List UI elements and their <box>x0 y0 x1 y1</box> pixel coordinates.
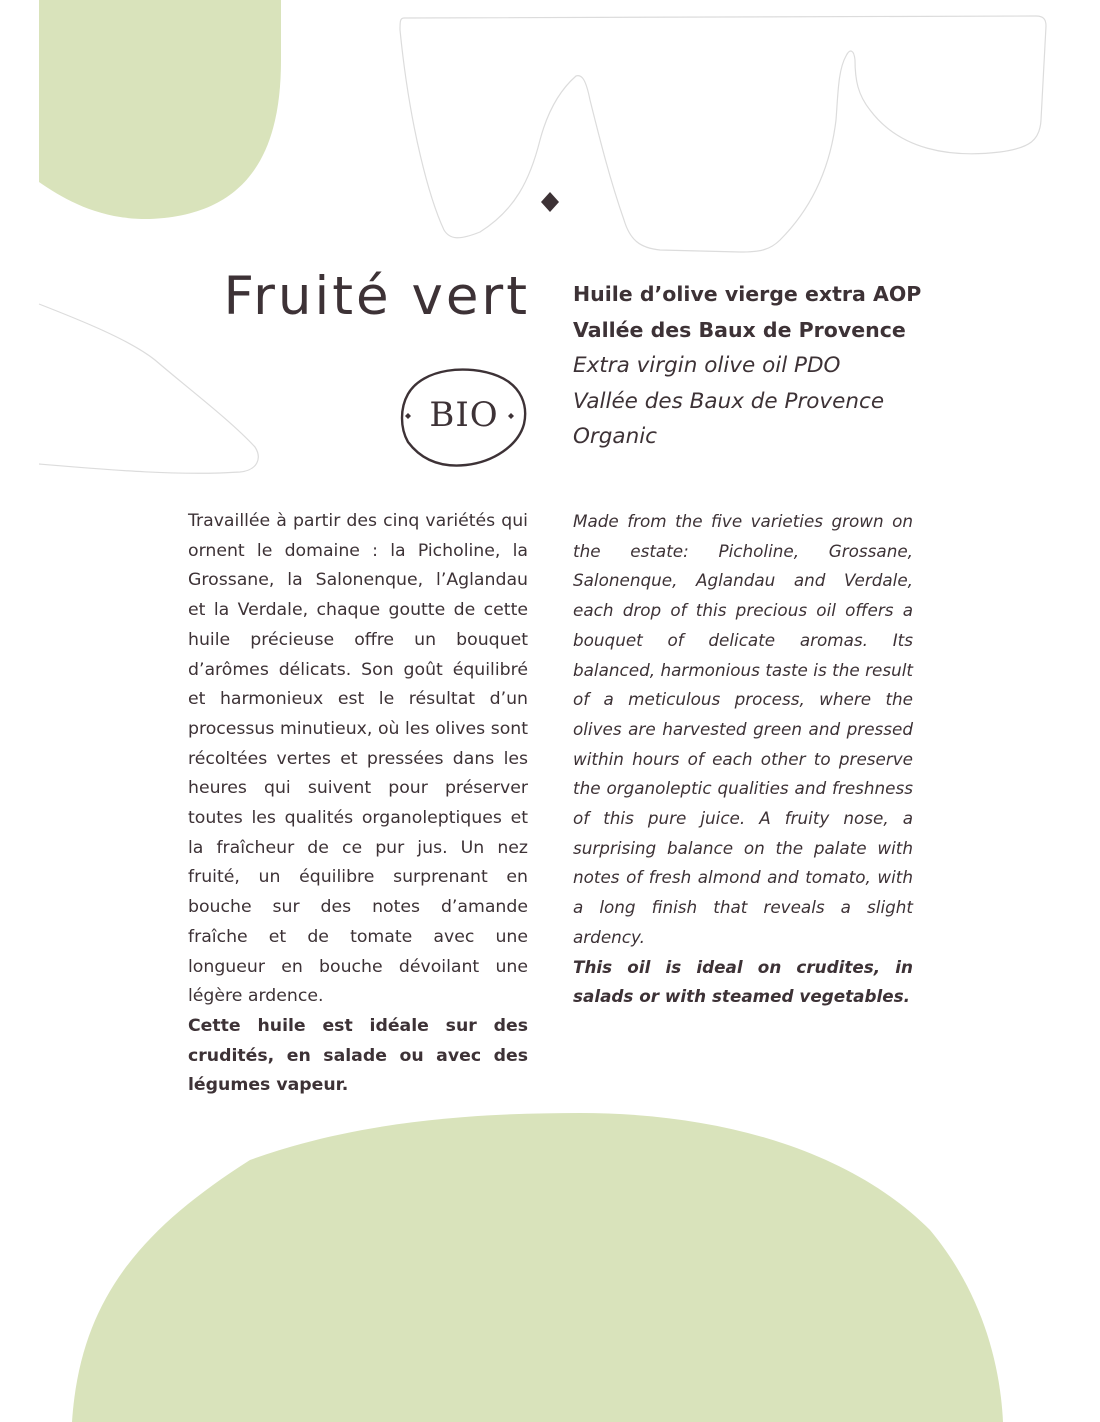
description-fr-usage: Cette huile est idéale sur des crudités, en salade ou avec des légumes vapeur. <box>188 1015 528 1096</box>
description-fr-body: Travaillée à partir des cinq variétés qui ornent le domaine : la Picholine, la Grossane, la Salonenque, l’Aglandau et la Verdale, chaque goutte de cette huile précieuse offre un bouquet d’arômes délicats. Son goût équilibré et harmonieux est le résultat d’un processus minutieux, où les olives sont récoltées vertes et pressées dans les heures qui suivent pour préserver toutes les qualités organoleptiques et la fraîcheur de ce pur jus. Un nez fruité, un équilibre surprenant en bouche sur des notes d’amande fraîche et de tomate avec une longueur en bouche dévoilant une légère ardence. <box>188 511 528 1007</box>
subtitle-en-line1: Extra virgin olive oil PDO <box>573 353 841 378</box>
description-en-usage: This oil is ideal on crudites, in salads or with steamed vegetables. <box>573 956 913 1007</box>
subtitle-fr-line1: Huile d’olive vierge extra AOP <box>573 282 922 306</box>
green-blob-top-left <box>39 0 281 219</box>
description-english <box>573 507 913 1012</box>
bio-badge-label: BIO <box>429 395 499 435</box>
subtitle-en-line3: Organic <box>573 424 658 449</box>
subtitle-fr-line2: Vallée des Baux de Provence <box>573 317 906 342</box>
description-en-body: Made from the five varieties grown on the estate: Picholine, Grossane, Salonenque, Aglandau and Verdale, each drop of this precious oil offers a bouquet of delicate aromas. Its balanced, harmonious taste is the result of a meticulous process, where the olives are harvested green and pressed within hours of each other to preserve the organoleptic qualities and freshness of this pure juice. A fruity nose, a surprising balance on the palate with notes of fresh almond and tomato, with a long finish that reveals a slight ardency. <box>573 511 913 947</box>
diamond-icon <box>541 192 559 212</box>
product-subtitle <box>573 277 953 455</box>
description-french <box>188 507 528 1101</box>
product-title: Fruité vert <box>223 266 530 327</box>
outline-shape-top <box>400 16 1046 252</box>
green-blob-bottom <box>72 1113 1003 1422</box>
bio-badge <box>398 362 530 468</box>
subtitle-en-line2: Vallée des Baux de Provence <box>573 388 885 414</box>
